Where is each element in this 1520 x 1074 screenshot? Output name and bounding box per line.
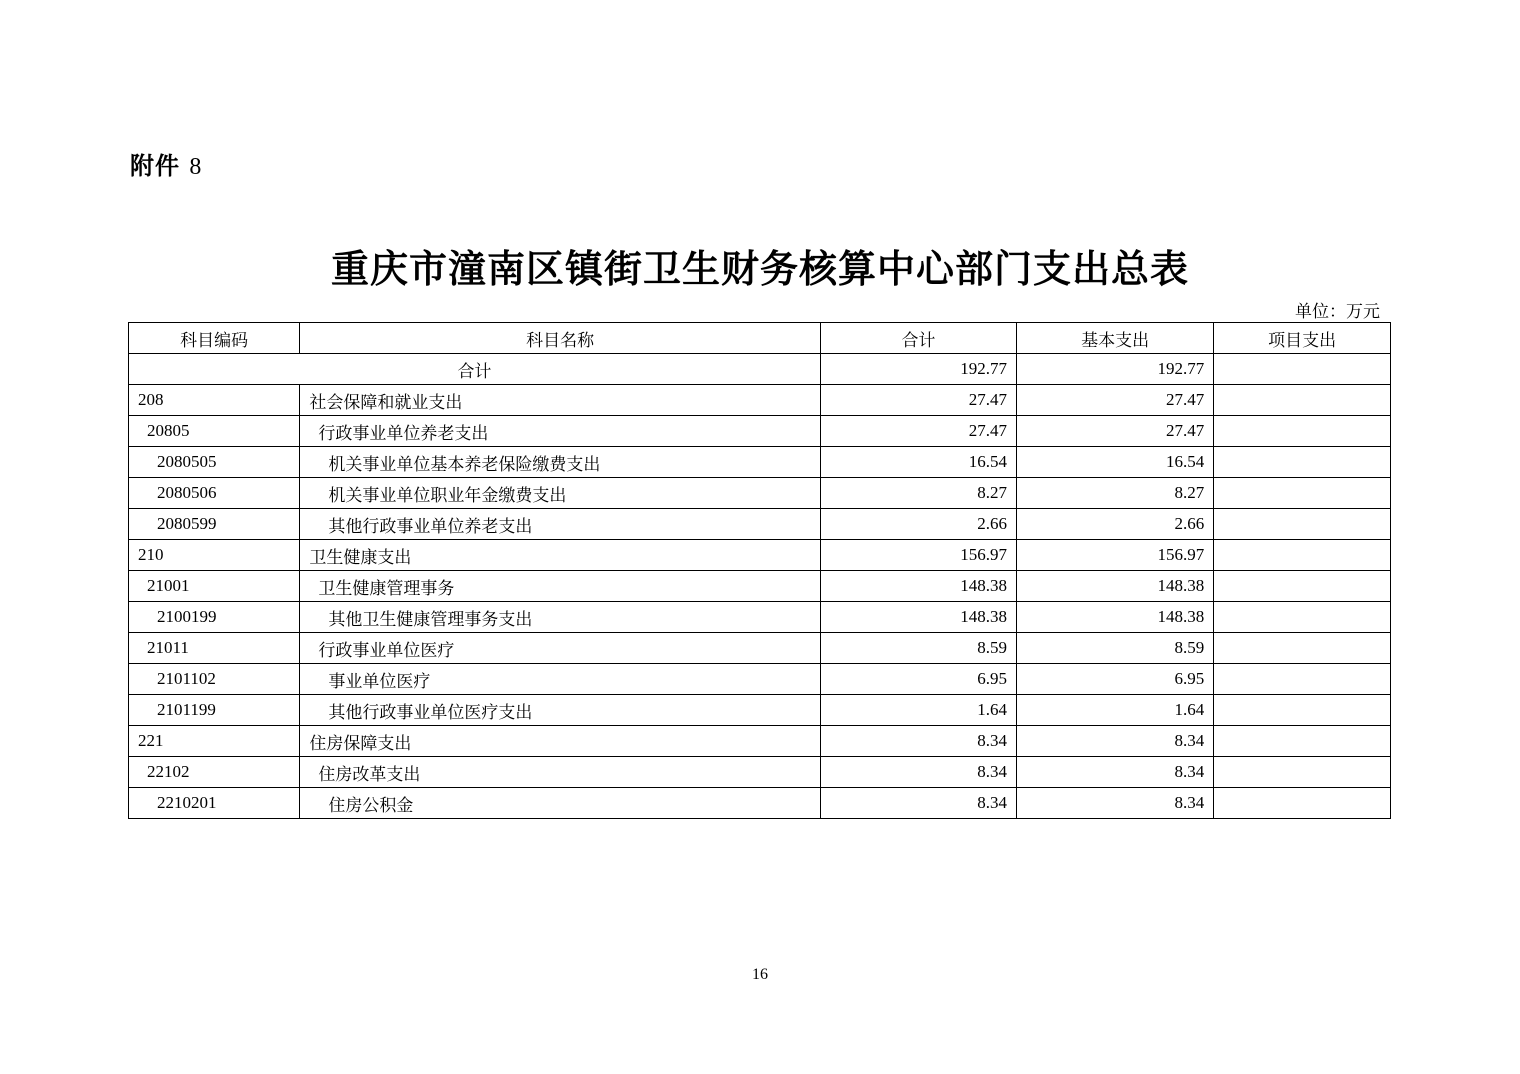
row-project [1214, 540, 1391, 571]
row-name: 行政事业单位医疗 [300, 633, 821, 664]
row-total: 156.97 [820, 540, 1016, 571]
row-total: 148.38 [820, 602, 1016, 633]
table-row [129, 602, 1391, 633]
row-name: 行政事业单位养老支出 [300, 416, 821, 447]
row-code: 20805 [129, 416, 300, 447]
row-basic: 148.38 [1017, 602, 1214, 633]
row-code: 210 [129, 540, 300, 571]
table-row [129, 416, 1391, 447]
table-row [129, 664, 1391, 695]
row-total: 16.54 [820, 447, 1016, 478]
row-basic: 2.66 [1017, 509, 1214, 540]
row-total: 8.34 [820, 757, 1016, 788]
row-basic: 8.34 [1017, 726, 1214, 757]
page-title: 重庆市潼南区镇街卫生财务核算中心部门支出总表 [330, 246, 1189, 291]
row-name: 其他行政事业单位医疗支出 [300, 695, 821, 726]
attachment-number: 8 [189, 154, 203, 180]
row-project [1214, 416, 1391, 447]
row-project [1214, 757, 1391, 788]
row-basic: 27.47 [1017, 416, 1214, 447]
row-name: 住房保障支出 [300, 726, 821, 757]
total-label: 合计 [129, 354, 821, 385]
row-code: 221 [129, 726, 300, 757]
row-name: 社会保障和就业支出 [300, 385, 821, 416]
table-row [129, 385, 1391, 416]
row-total: 27.47 [820, 416, 1016, 447]
header-code: 科目编码 [129, 323, 300, 354]
row-project [1214, 509, 1391, 540]
header-basic: 基本支出 [1017, 323, 1214, 354]
row-basic: 1.64 [1017, 695, 1214, 726]
header-name: 科目名称 [300, 323, 821, 354]
row-project [1214, 695, 1391, 726]
row-total: 8.34 [820, 726, 1016, 757]
total-basic-value: 192.77 [1017, 354, 1214, 385]
row-code: 2101102 [129, 664, 300, 695]
row-code: 2080506 [129, 478, 300, 509]
expenditure-table [128, 322, 1391, 819]
row-code: 2080505 [129, 447, 300, 478]
row-name: 住房改革支出 [300, 757, 821, 788]
row-basic: 6.95 [1017, 664, 1214, 695]
row-basic: 27.47 [1017, 385, 1214, 416]
row-basic: 8.59 [1017, 633, 1214, 664]
header-total: 合计 [820, 323, 1016, 354]
row-name: 住房公积金 [300, 788, 821, 819]
row-code: 2101199 [129, 695, 300, 726]
row-name: 机关事业单位基本养老保险缴费支出 [300, 447, 821, 478]
row-name: 卫生健康支出 [300, 540, 821, 571]
row-code: 21011 [129, 633, 300, 664]
row-name: 机关事业单位职业年金缴费支出 [300, 478, 821, 509]
row-project [1214, 726, 1391, 757]
attachment-text: 附件 [130, 152, 180, 180]
table-row [129, 788, 1391, 819]
total-row [129, 354, 1391, 385]
row-project [1214, 571, 1391, 602]
row-project [1214, 602, 1391, 633]
row-total: 27.47 [820, 385, 1016, 416]
row-project [1214, 664, 1391, 695]
table-row [129, 509, 1391, 540]
row-project [1214, 447, 1391, 478]
row-name: 其他卫生健康管理事务支出 [300, 602, 821, 633]
row-name: 卫生健康管理事务 [300, 571, 821, 602]
page-number: 16 [752, 966, 768, 983]
row-basic: 8.34 [1017, 788, 1214, 819]
row-basic: 156.97 [1017, 540, 1214, 571]
table-row [129, 695, 1391, 726]
row-basic: 16.54 [1017, 447, 1214, 478]
row-code: 22102 [129, 757, 300, 788]
table-row [129, 571, 1391, 602]
row-total: 8.27 [820, 478, 1016, 509]
row-total: 8.34 [820, 788, 1016, 819]
row-total: 1.64 [820, 695, 1016, 726]
table-header-row [129, 323, 1391, 354]
row-project [1214, 385, 1391, 416]
unit-label: 单位：万元 [1295, 302, 1380, 322]
row-code: 21001 [129, 571, 300, 602]
attachment-label [130, 146, 202, 181]
row-code: 2080599 [129, 509, 300, 540]
row-project [1214, 788, 1391, 819]
row-code: 2210201 [129, 788, 300, 819]
table-row [129, 540, 1391, 571]
row-basic: 148.38 [1017, 571, 1214, 602]
row-project [1214, 478, 1391, 509]
total-project-value [1214, 354, 1391, 385]
row-project [1214, 633, 1391, 664]
row-code: 208 [129, 385, 300, 416]
header-project: 项目支出 [1214, 323, 1391, 354]
table-row [129, 757, 1391, 788]
row-name: 其他行政事业单位养老支出 [300, 509, 821, 540]
row-total: 8.59 [820, 633, 1016, 664]
row-basic: 8.34 [1017, 757, 1214, 788]
row-name: 事业单位医疗 [300, 664, 821, 695]
row-code: 2100199 [129, 602, 300, 633]
table-row [129, 447, 1391, 478]
table-row [129, 633, 1391, 664]
row-total: 2.66 [820, 509, 1016, 540]
row-total: 148.38 [820, 571, 1016, 602]
row-basic: 8.27 [1017, 478, 1214, 509]
row-total: 6.95 [820, 664, 1016, 695]
table-row [129, 478, 1391, 509]
table-row [129, 726, 1391, 757]
total-value: 192.77 [820, 354, 1016, 385]
